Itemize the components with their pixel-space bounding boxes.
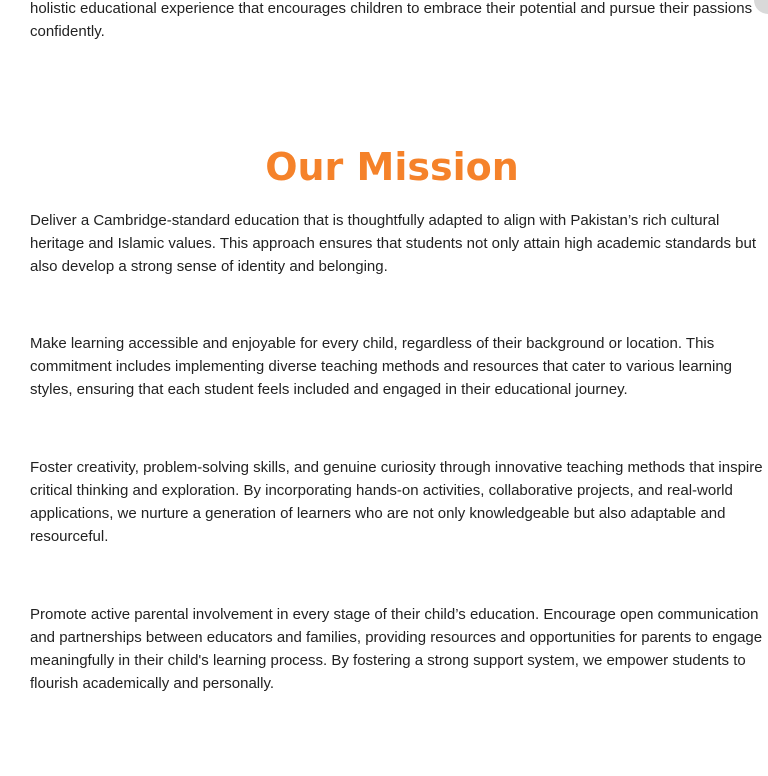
intro-paragraph-tail: holistic educational experience that encourages children to embrace their potential and pursue their passions confidently. [30,0,753,40]
mission-heading: Our Mission [265,145,519,189]
mission-paragraph-accessibility: Make learning accessible and enjoyable for every child, regardless of their background or location. This commitment includes implementing diverse teaching methods and resources that cater to various learning styles, ensuring that each student feels included and engaged in their educational journey. [30,335,733,398]
mission-paragraph-education: Deliver a Cambridge-standard education that is thoughtfully adapted to align with Pakistan’s rich cultural heritage and Islamic values. This approach ensures that students not only attain high academic standards but also develop a strong sense of identity and belonging. [30,212,756,275]
mission-paragraph-parental-involvement: Promote active parental involvement in every stage of their child’s education. Encourage open communication and partnerships between educators and families, providing resources and opportunities for parents to engage meaningfully in their child's learning process. By fostering a strong support system, we empower students to flourish academically and personally. [30,606,763,692]
mission-paragraph-creativity: Foster creativity, problem-solving skills, and genuine curiosity through innovative teaching methods that inspire critical thinking and exploration. By incorporating hands-on activities, collaborative projects, and real-world applications, we nurture a generation of learners who are not only knowledgeable but also adaptable and resourceful. [30,459,763,545]
